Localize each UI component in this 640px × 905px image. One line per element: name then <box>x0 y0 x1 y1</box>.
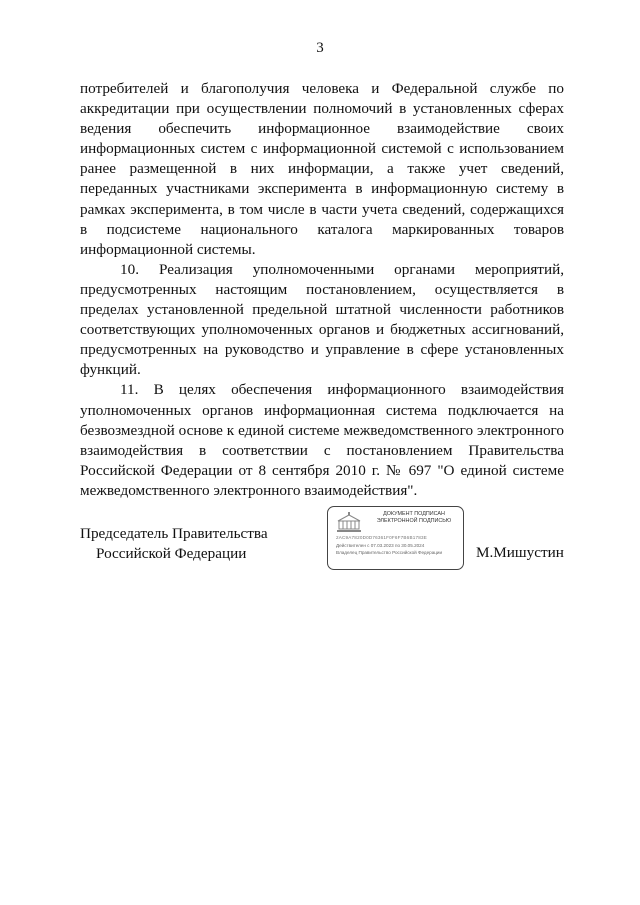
paragraph-11: 11. В целях обеспечения информационного взаимодействия уполномоченных органов информационная система подключается на безвозмездной основе к единой системе межведомственного электронного взаимодействия в соответствии с постановлением Правительства Российской Федерации от 8 сентября 2010 г. № 697 "О единой системе межведомственного электронного взаимодействия". <box>80 381 564 499</box>
paragraph-continuation: потребителей и благополучия человека и Федеральной службе по аккредитации при осуществлении полномочий в установленных сферах ведения обеспечить информационное взаимодействие своих информационных систем с информационной системой с использованием ранее размещенной в них информации, а также учет сведений, переданных участниками эксперимента в информационную систему в рамках эксперимента, в том числе в части учета сведений, содержащихся в подсистеме национального каталога маркированных товаров информационной системы. <box>80 80 564 258</box>
page-number: 3 <box>316 40 324 56</box>
signatory-title-line1: Председатель Правительства <box>80 525 268 542</box>
paragraph-10: 10. Реализация уполномоченными органами мероприятий, предусмотренных настоящим постановлением, осуществляется в пределах установленной предельной штатной численности работников соответствующих уполномоченных органов и бюджетных ассигнований, предусмотренных на руководство и управление в сфере установленных функций. <box>80 260 564 379</box>
government-emblem-icon <box>336 512 362 534</box>
signer-name: М.Мишустин <box>476 544 564 561</box>
stamp-certificate: 2AC9A7820D0D76361F0F6F7B6B1783E <box>336 535 427 540</box>
stamp-title-line2: ЭЛЕКТРОННОЙ ПОДПИСЬЮ <box>376 518 452 524</box>
stamp-owner: Владелец Правительство Российской Федерации <box>336 550 443 555</box>
signatory-title-line2: Российской Федерации <box>96 545 247 562</box>
electronic-signature-stamp <box>327 506 464 570</box>
stamp-validity: Действителен с 07.03.2023 по 30.05.2024 <box>336 543 425 548</box>
document-body <box>80 79 564 501</box>
stamp-title-line1: ДОКУМЕНТ ПОДПИСАН <box>383 511 445 517</box>
stamp-title <box>368 511 460 525</box>
signatory-title <box>80 524 300 564</box>
